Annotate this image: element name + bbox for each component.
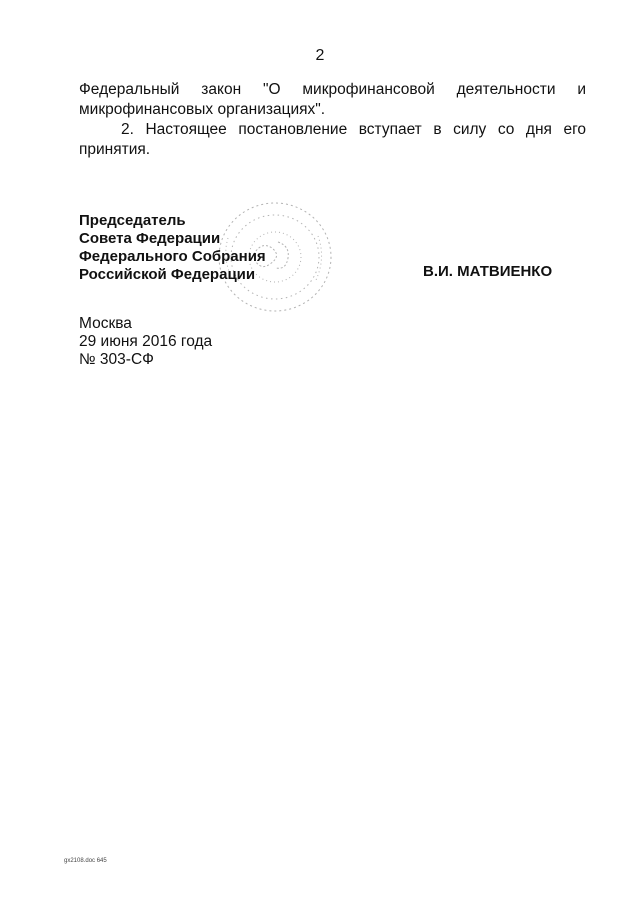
signer-title — [79, 212, 266, 284]
signer-title-line: Федерального Собрания — [79, 248, 266, 265]
paragraph-1-line-2: микрофинансовых организациях". — [79, 101, 326, 118]
signer-title-line: Российской Федерации — [79, 266, 256, 283]
paragraph-2-line-2: принятия. — [79, 141, 151, 158]
issuance-date: 29 июня 2016 года — [79, 333, 213, 350]
issuance-place: Москва — [79, 315, 132, 332]
signer-name: В.И. МАТВИЕНКО — [423, 263, 553, 280]
paragraph-1-line-1: Федеральный закон "О микрофинансовой деятельности и — [79, 81, 586, 98]
signer-title-line: Совета Федерации — [79, 230, 221, 247]
footer-file-code: gx2108.doc 645 — [64, 858, 107, 864]
issuance-number: № 303-СФ — [79, 351, 154, 368]
signer-title-line: Председатель — [79, 212, 186, 229]
paragraph-2-line-1: 2. Настоящее постановление вступает в силу со дня его — [121, 121, 586, 138]
page-number: 2 — [315, 47, 325, 64]
issuance-block — [79, 315, 212, 369]
